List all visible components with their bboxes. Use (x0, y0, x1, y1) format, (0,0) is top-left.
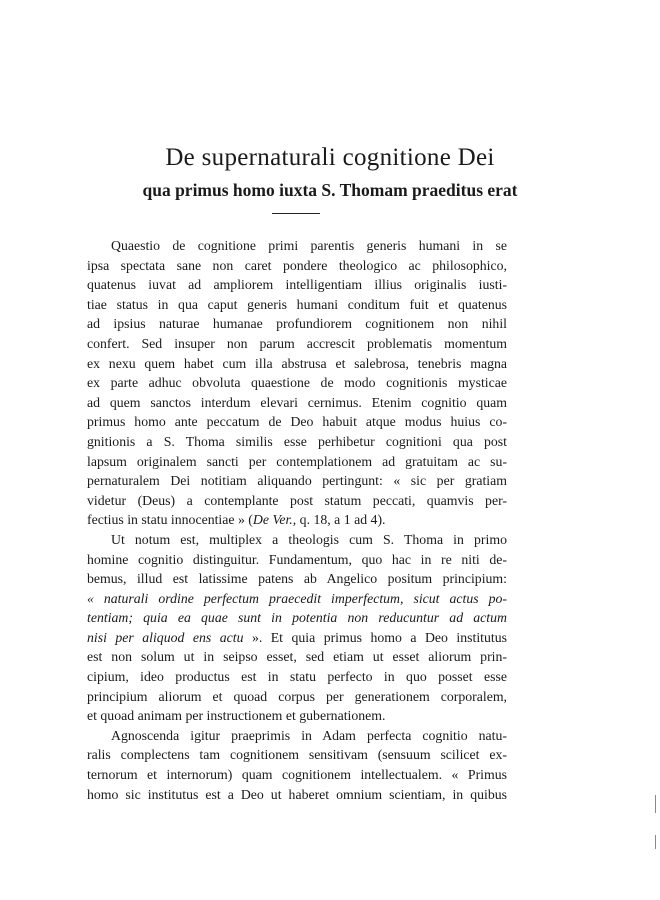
text-line: gnitionis a S. Thoma similis esse perhibetur cognitioni qua post (87, 433, 507, 449)
scan-edge-mark (655, 835, 656, 849)
scan-edge-mark (655, 795, 656, 813)
text-run: fectius in statu innocentiae » ( (87, 512, 253, 528)
text-line (87, 628, 507, 648)
text-line: homo sic institutus est a Deo ut haberet omnium scientiam, in quibus (87, 786, 507, 802)
page-title: De supernaturali cognitione Dei (165, 144, 495, 171)
text-line: cipium, ideo productus est in statu perfecto in quo posset esse (87, 669, 507, 685)
body-text (87, 236, 507, 804)
quote-line: tentiam; quia ea quae sunt in potentia non reducuntur ad actum (87, 610, 507, 626)
paragraph-3 (87, 726, 507, 804)
text-line: confert. Sed insuper non parum accrescit problematis momentum (87, 335, 507, 351)
text-line: quatenus iuvat ad ampliorem intelligentiam illius originalis iusti- (87, 277, 507, 293)
text-line: homine cognitio distinguitur. Fundamentum, quo hac in re niti de- (87, 551, 507, 567)
citation-title: De Ver. (252, 512, 293, 528)
text-line: Agnoscenda igitur praeprimis in Adam perfecta cognitio natu- (111, 727, 507, 743)
text-line: ipsa spectata sane non caret pondere theologico ac philosophico, (87, 257, 507, 273)
title-divider (272, 213, 320, 214)
text-line: ad ipsius naturae humanae profundiorem cognitionem non nihil (87, 316, 507, 332)
text-run: ». Et quia primus homo a Deo institutus (243, 629, 507, 645)
text-line: principium aliorum et quoad corpus per generationem corporalem, (87, 688, 507, 704)
text-line: primus homo ante peccatum de Deo habuit atque modus huius co- (87, 414, 507, 430)
text-run: , q. 18, a 1 ad 4). (292, 512, 386, 528)
quote-line: « naturali ordine perfectum praecedit imperfectum, sicut actus po- (87, 590, 507, 606)
text-line: tiae status in qua caput generis humani conditum fuit et quatenus (87, 296, 507, 312)
text-line: bemus, illud est latissime patens ab Angelico positum principium: (87, 571, 507, 587)
page-subtitle: qua primus homo iuxta S. Thomam praeditus erat (142, 180, 518, 200)
text-line: pernaturalem Dei notitiam aliquando pertingunt: « sic per gratiam (87, 473, 507, 489)
text-line: lapsum originalem sancti per contemplationem ad gratuitam ac su- (87, 453, 507, 469)
paragraph-2 (87, 530, 507, 726)
text-line: ex parte adhuc obvoluta quaestione de modo cognitionis mysticae (87, 375, 507, 391)
text-line: Ut notum est, multiplex a theologis cum S. Thoma in primo (111, 531, 507, 547)
text-line (87, 510, 507, 530)
text-line: ex nexu quem habet cum illa abstrusa et salebrosa, tenebris magna (87, 355, 507, 371)
text-line: ad quem sanctos interdum elevari cernimus. Etenim cognitio quam (87, 394, 507, 410)
text-line: est non solum ut in seipso esset, sed etiam ut esset aliorum prin- (87, 649, 507, 665)
paragraph-1 (87, 236, 507, 530)
text-line: ralis complectens tam cognitionem sensitivam (sensuum scilicet ex- (87, 747, 507, 763)
text-line: ternorum et internorum) quam cognitionem intellectualem. « Primus (87, 767, 507, 783)
text-line: videtur (Deus) a contemplante post statum peccati, quamvis per- (87, 492, 507, 508)
text-line: et quoad animam per instructionem et gubernationem. (87, 708, 386, 724)
quote-run: nisi per aliquod ens actu (87, 629, 244, 645)
text-line: Quaestio de cognitione primi parentis generis humani in se (111, 238, 507, 253)
